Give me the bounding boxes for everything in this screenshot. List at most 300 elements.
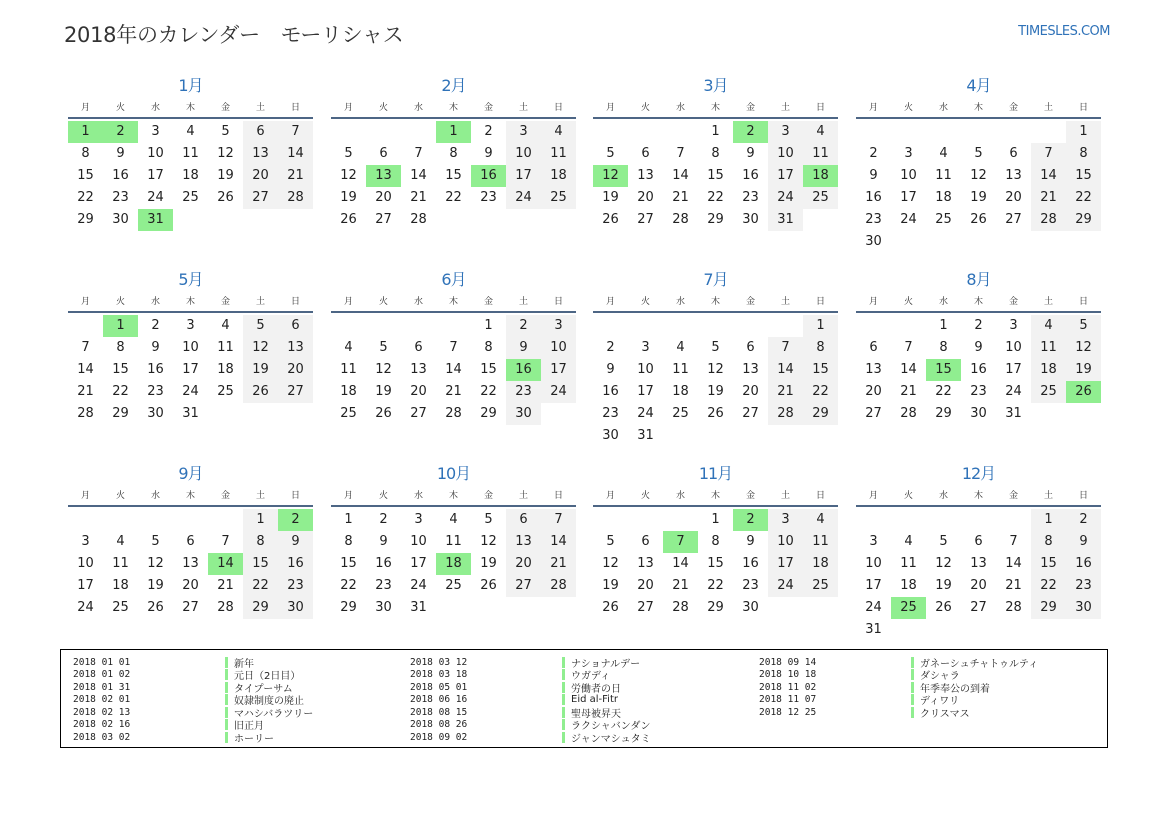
empty-cell <box>1031 121 1066 143</box>
brand-logo[interactable]: TIMESLES.COM <box>1018 24 1110 39</box>
day-cell: 10 <box>410 534 427 549</box>
day-cell: 19 <box>147 578 164 593</box>
day-cell: 26 <box>480 578 497 593</box>
holiday-date: 2018 02 13 <box>73 706 131 718</box>
day-cell: 3 <box>186 318 195 333</box>
month-name: 7月 <box>703 270 728 289</box>
day-cell: 24 <box>637 406 654 421</box>
day-cell: 1 <box>243 509 278 531</box>
day-cell: 13 <box>506 531 541 553</box>
holiday-date: 2018 11 02 <box>759 681 817 693</box>
day-cell: 14 <box>410 168 427 183</box>
day-cell: 6 <box>641 534 650 549</box>
weekday-label: 水 <box>150 297 160 307</box>
day-cell: 14 <box>541 531 576 553</box>
day-cell: 21 <box>672 190 689 205</box>
holiday-day-cell: 15 <box>926 359 961 381</box>
days-grid <box>68 121 313 231</box>
day-cell: 22 <box>340 578 357 593</box>
holiday-name: 旧正月 <box>234 721 264 733</box>
day-cell: 26 <box>217 190 234 205</box>
day-cell: 4 <box>541 121 576 143</box>
day-cell: 3 <box>81 534 90 549</box>
day-cell: 11 <box>445 534 462 549</box>
day-cell: 26 <box>935 600 952 615</box>
day-cell: 16 <box>742 168 759 183</box>
day-cell: 10 <box>506 143 541 165</box>
holiday-date: 2018 03 02 <box>73 731 131 743</box>
day-cell: 31 <box>637 428 654 443</box>
holiday-marker <box>225 694 228 705</box>
month-name: 1月 <box>178 76 203 95</box>
day-cell: 25 <box>803 575 838 597</box>
holiday-day-cell: 2 <box>103 121 138 143</box>
holiday-date: 2018 08 26 <box>410 719 468 731</box>
weekday-label: 金 <box>745 491 755 501</box>
weekday-label: 月 <box>343 103 353 113</box>
day-cell: 21 <box>410 190 427 205</box>
empty-cell <box>768 315 803 337</box>
holiday-name: タイプーサム <box>234 683 293 695</box>
day-cell: 4 <box>803 121 838 143</box>
holiday-marker <box>562 657 565 668</box>
holiday-day-cell: 1 <box>103 315 138 337</box>
day-cell: 8 <box>803 337 838 359</box>
day-cell: 6 <box>186 534 195 549</box>
day-cell: 18 <box>217 362 234 377</box>
day-cell: 15 <box>445 168 462 183</box>
day-cell: 10 <box>77 556 94 571</box>
page-title: 2018年のカレンダー モーリシャス <box>64 23 404 47</box>
empty-cell <box>366 315 401 337</box>
day-cell: 8 <box>711 146 720 161</box>
weekday-label: 月 <box>80 103 90 113</box>
day-cell: 5 <box>974 146 983 161</box>
day-cell: 13 <box>865 362 882 377</box>
month-10 <box>331 461 576 619</box>
day-cell: 22 <box>112 384 129 399</box>
day-cell: 1 <box>344 512 353 527</box>
holiday-day-cell: 1 <box>436 121 471 143</box>
day-cell: 21 <box>672 578 689 593</box>
weekday-label: 土 <box>1043 297 1053 307</box>
holiday-day-cell: 25 <box>891 597 926 619</box>
weekday-header <box>68 99 313 119</box>
day-cell: 25 <box>1031 381 1066 403</box>
day-cell: 9 <box>1066 531 1101 553</box>
weekday-label: 木 <box>185 491 195 501</box>
holiday-row <box>410 681 651 694</box>
day-cell: 8 <box>711 534 720 549</box>
day-cell: 22 <box>77 190 94 205</box>
weekday-label: 金 <box>483 297 493 307</box>
day-cell: 17 <box>637 384 654 399</box>
day-cell: 7 <box>904 340 913 355</box>
holiday-name: ジャンマシュタミ <box>571 733 651 745</box>
day-cell: 31 <box>865 622 882 637</box>
day-cell: 18 <box>803 553 838 575</box>
day-cell: 26 <box>340 212 357 227</box>
day-cell: 14 <box>77 362 94 377</box>
day-cell: 11 <box>1031 337 1066 359</box>
weekday-header <box>331 487 576 507</box>
weekday-header <box>331 99 576 119</box>
day-cell: 8 <box>1031 531 1066 553</box>
day-cell: 21 <box>900 384 917 399</box>
day-cell: 26 <box>970 212 987 227</box>
weekday-label: 月 <box>868 103 878 113</box>
weekday-label: 火 <box>378 103 388 113</box>
weekday-header <box>68 293 313 313</box>
day-cell: 10 <box>147 146 164 161</box>
holiday-day-cell: 14 <box>208 553 243 575</box>
day-cell: 11 <box>803 143 838 165</box>
day-cell: 13 <box>637 168 654 183</box>
day-cell: 7 <box>81 340 90 355</box>
day-cell: 11 <box>803 531 838 553</box>
day-cell: 29 <box>340 600 357 615</box>
weekday-label: 金 <box>483 103 493 113</box>
day-cell: 23 <box>865 212 882 227</box>
weekday-header <box>856 99 1101 119</box>
day-cell: 1 <box>711 512 720 527</box>
empty-cell <box>961 509 996 531</box>
weekday-label: 月 <box>80 297 90 307</box>
day-cell: 18 <box>900 578 917 593</box>
day-cell: 12 <box>935 556 952 571</box>
empty-cell <box>891 315 926 337</box>
day-cell: 24 <box>147 190 164 205</box>
day-cell: 11 <box>217 340 234 355</box>
weekday-label: 水 <box>675 103 685 113</box>
days-grid <box>856 509 1101 641</box>
day-cell: 22 <box>707 190 724 205</box>
weekday-label: 火 <box>903 103 913 113</box>
day-cell: 9 <box>974 340 983 355</box>
day-cell: 6 <box>506 509 541 531</box>
holiday-marker <box>225 657 228 668</box>
day-cell: 4 <box>449 512 458 527</box>
day-cell: 3 <box>904 146 913 161</box>
month-name: 12月 <box>961 464 996 483</box>
days-grid <box>68 315 313 425</box>
days-grid <box>331 509 576 619</box>
day-cell: 22 <box>1066 187 1101 209</box>
day-cell: 19 <box>935 578 952 593</box>
day-cell: 19 <box>602 190 619 205</box>
day-cell: 16 <box>375 556 392 571</box>
holiday-row <box>759 656 1038 669</box>
days-grid <box>593 509 838 619</box>
day-cell: 4 <box>904 534 913 549</box>
day-cell: 9 <box>506 337 541 359</box>
day-cell: 24 <box>768 187 803 209</box>
days-grid <box>331 315 576 425</box>
weekday-label: 日 <box>553 103 563 113</box>
holiday-row <box>73 731 313 744</box>
day-cell: 1 <box>1066 121 1101 143</box>
empty-cell <box>961 121 996 143</box>
holiday-row <box>759 706 1038 719</box>
day-cell: 24 <box>1005 384 1022 399</box>
holiday-day-cell: 13 <box>366 165 401 187</box>
day-cell: 23 <box>742 578 759 593</box>
day-cell: 27 <box>410 406 427 421</box>
holiday-name: ラクシャバンダン <box>571 721 651 733</box>
day-cell: 20 <box>375 190 392 205</box>
weekday-label: 日 <box>553 297 563 307</box>
empty-cell <box>663 315 698 337</box>
day-cell: 14 <box>900 362 917 377</box>
day-cell: 5 <box>484 512 493 527</box>
day-cell: 7 <box>221 534 230 549</box>
day-cell: 23 <box>480 190 497 205</box>
weekday-label: 土 <box>780 297 790 307</box>
days-grid <box>856 121 1101 253</box>
weekday-header <box>593 293 838 313</box>
day-cell: 22 <box>707 578 724 593</box>
empty-cell <box>331 315 366 337</box>
holiday-row <box>410 731 651 744</box>
day-cell: 22 <box>445 190 462 205</box>
empty-cell <box>366 121 401 143</box>
day-cell: 7 <box>768 337 803 359</box>
day-cell: 28 <box>900 406 917 421</box>
day-cell: 14 <box>445 362 462 377</box>
day-cell: 16 <box>278 553 313 575</box>
holiday-marker <box>911 707 914 718</box>
day-cell: 14 <box>672 556 689 571</box>
day-cell: 18 <box>112 578 129 593</box>
day-cell: 13 <box>1005 168 1022 183</box>
day-cell: 7 <box>541 509 576 531</box>
day-cell: 7 <box>1009 534 1018 549</box>
day-cell: 17 <box>410 556 427 571</box>
day-cell: 21 <box>217 578 234 593</box>
day-cell: 9 <box>869 168 878 183</box>
days-grid <box>593 121 838 231</box>
day-cell: 6 <box>641 146 650 161</box>
day-cell: 15 <box>803 359 838 381</box>
holiday-date: 2018 09 02 <box>410 731 468 743</box>
day-cell: 6 <box>746 340 755 355</box>
weekday-label: 金 <box>220 297 230 307</box>
day-cell: 30 <box>1066 597 1101 619</box>
weekday-label: 日 <box>553 491 563 501</box>
day-cell: 7 <box>278 121 313 143</box>
weekday-label: 土 <box>255 103 265 113</box>
weekday-label: 金 <box>1008 297 1018 307</box>
weekday-label: 水 <box>675 491 685 501</box>
holiday-day-cell: 2 <box>733 121 768 143</box>
weekday-header <box>331 293 576 313</box>
day-cell: 15 <box>480 362 497 377</box>
day-cell: 8 <box>449 146 458 161</box>
day-cell: 30 <box>602 428 619 443</box>
weekday-label: 月 <box>868 297 878 307</box>
weekday-label: 月 <box>343 297 353 307</box>
month-5 <box>68 267 313 425</box>
day-cell: 6 <box>414 340 423 355</box>
day-cell: 1 <box>484 318 493 333</box>
month-1 <box>68 73 313 231</box>
day-cell: 13 <box>243 143 278 165</box>
day-cell: 17 <box>1005 362 1022 377</box>
day-cell: 13 <box>742 362 759 377</box>
day-cell: 12 <box>340 168 357 183</box>
day-cell: 9 <box>379 534 388 549</box>
holiday-name: 元日（2日目） <box>234 671 301 683</box>
weekday-label: 木 <box>185 103 195 113</box>
day-cell: 23 <box>970 384 987 399</box>
weekday-label: 土 <box>780 103 790 113</box>
month-6 <box>331 267 576 425</box>
day-cell: 27 <box>278 381 313 403</box>
weekday-label: 木 <box>710 491 720 501</box>
weekday-label: 木 <box>448 297 458 307</box>
empty-cell <box>856 509 891 531</box>
day-cell: 9 <box>278 531 313 553</box>
day-cell: 29 <box>935 406 952 421</box>
weekday-label: 水 <box>938 491 948 501</box>
holiday-date: 2018 06 16 <box>410 694 468 706</box>
day-cell: 17 <box>900 190 917 205</box>
day-cell: 28 <box>77 406 94 421</box>
day-cell: 20 <box>410 384 427 399</box>
day-cell: 18 <box>182 168 199 183</box>
day-cell: 4 <box>939 146 948 161</box>
day-cell: 12 <box>243 337 278 359</box>
day-cell: 30 <box>865 234 882 249</box>
day-cell: 27 <box>243 187 278 209</box>
day-cell: 24 <box>77 600 94 615</box>
day-cell: 20 <box>278 359 313 381</box>
holiday-marker <box>225 669 228 680</box>
day-cell: 15 <box>707 556 724 571</box>
month-3 <box>593 73 838 231</box>
day-cell: 8 <box>939 340 948 355</box>
day-cell: 4 <box>1031 315 1066 337</box>
weekday-label: 水 <box>150 103 160 113</box>
day-cell: 3 <box>151 124 160 139</box>
empty-cell <box>401 121 436 143</box>
weekday-label: 金 <box>745 103 755 113</box>
weekday-header <box>856 487 1101 507</box>
empty-cell <box>891 121 926 143</box>
holiday-name: ホーリー <box>234 733 274 745</box>
weekday-label: 金 <box>483 491 493 501</box>
day-cell: 18 <box>541 165 576 187</box>
day-cell: 13 <box>637 556 654 571</box>
day-cell: 4 <box>116 534 125 549</box>
day-cell: 11 <box>935 168 952 183</box>
holiday-date: 2018 11 07 <box>759 694 817 706</box>
holiday-marker <box>562 682 565 693</box>
holiday-date: 2018 10 18 <box>759 669 817 681</box>
weekday-label: 火 <box>640 103 650 113</box>
day-cell: 22 <box>243 575 278 597</box>
holiday-row <box>73 719 313 732</box>
day-cell: 23 <box>375 578 392 593</box>
day-cell: 31 <box>410 600 427 615</box>
day-cell: 31 <box>768 209 803 231</box>
day-cell: 3 <box>541 315 576 337</box>
day-cell: 27 <box>970 600 987 615</box>
empty-cell <box>856 121 891 143</box>
weekday-label: 水 <box>938 297 948 307</box>
month-8 <box>856 267 1101 425</box>
day-cell: 17 <box>768 553 803 575</box>
holiday-day-cell: 7 <box>663 531 698 553</box>
weekday-label: 日 <box>815 297 825 307</box>
day-cell: 1 <box>711 124 720 139</box>
holiday-column <box>759 656 1038 719</box>
weekday-label: 金 <box>220 103 230 113</box>
day-cell: 25 <box>112 600 129 615</box>
holiday-name: ダシャラ <box>920 671 960 683</box>
holiday-day-cell: 1 <box>68 121 103 143</box>
day-cell: 6 <box>278 315 313 337</box>
day-cell: 9 <box>746 534 755 549</box>
day-cell: 17 <box>182 362 199 377</box>
day-cell: 14 <box>1005 556 1022 571</box>
weekday-label: 金 <box>1008 491 1018 501</box>
day-cell: 20 <box>243 165 278 187</box>
empty-cell <box>593 121 628 143</box>
day-cell: 23 <box>742 190 759 205</box>
day-cell: 30 <box>742 600 759 615</box>
day-cell: 28 <box>1031 209 1066 231</box>
day-cell: 4 <box>221 318 230 333</box>
weekday-label: 日 <box>290 103 300 113</box>
day-cell: 25 <box>217 384 234 399</box>
weekday-label: 火 <box>378 491 388 501</box>
day-cell: 25 <box>445 578 462 593</box>
holiday-date: 2018 05 01 <box>410 681 468 693</box>
day-cell: 7 <box>676 146 685 161</box>
empty-cell <box>208 509 243 531</box>
day-cell: 6 <box>379 146 388 161</box>
day-cell: 31 <box>182 406 199 421</box>
day-cell: 27 <box>375 212 392 227</box>
day-cell: 30 <box>506 403 541 425</box>
day-cell: 17 <box>77 578 94 593</box>
holiday-name: 年季奉公の到着 <box>920 683 990 695</box>
holiday-marker <box>911 682 914 693</box>
day-cell: 12 <box>707 362 724 377</box>
day-cell: 26 <box>602 600 619 615</box>
day-cell: 3 <box>506 121 541 143</box>
day-cell: 28 <box>541 575 576 597</box>
day-cell: 2 <box>869 146 878 161</box>
day-cell: 30 <box>278 597 313 619</box>
day-cell: 20 <box>637 190 654 205</box>
weekday-label: 水 <box>413 297 423 307</box>
day-cell: 19 <box>375 384 392 399</box>
day-cell: 5 <box>939 534 948 549</box>
holiday-day-cell: 16 <box>471 165 506 187</box>
day-cell: 19 <box>340 190 357 205</box>
day-cell: 31 <box>1005 406 1022 421</box>
holiday-day-cell: 12 <box>593 165 628 187</box>
day-cell: 9 <box>151 340 160 355</box>
empty-cell <box>663 509 698 531</box>
day-cell: 26 <box>147 600 164 615</box>
day-cell: 29 <box>1031 597 1066 619</box>
day-cell: 2 <box>974 318 983 333</box>
holiday-marker <box>562 694 565 705</box>
day-cell: 6 <box>974 534 983 549</box>
